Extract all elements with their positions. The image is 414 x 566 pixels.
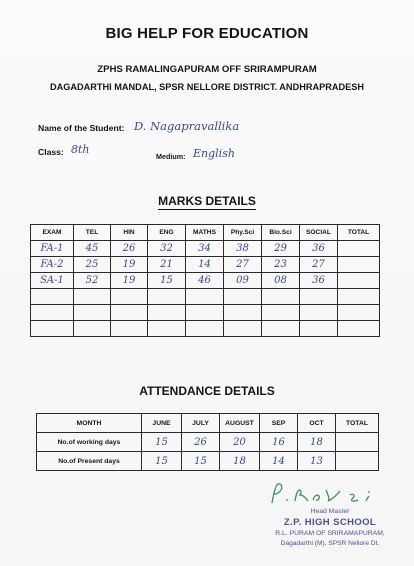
table-row [31, 289, 380, 305]
marks-cell: 45 [74, 241, 111, 257]
marks-cell [338, 273, 380, 289]
marks-col-header: Phy.Sci [224, 225, 262, 241]
marks-cell [186, 305, 224, 321]
marks-col-header: HIN [111, 225, 148, 241]
table-row [31, 321, 380, 337]
marks-cell [262, 289, 300, 305]
marks-cell: 27 [224, 257, 262, 273]
marks-cell: 32 [148, 241, 186, 257]
marks-cell [262, 305, 300, 321]
marks-cell [338, 241, 380, 257]
marks-cell: 09 [224, 273, 262, 289]
attendance-col-header: SEP [260, 414, 298, 433]
attendance-cell: 16 [260, 433, 298, 452]
marks-cell [148, 289, 186, 305]
marks-cell [338, 305, 380, 321]
table-row [37, 433, 379, 452]
stamp-designation: Head Master [310, 508, 350, 515]
marks-cell: 52 [74, 273, 111, 289]
marks-cell [111, 305, 148, 321]
attendance-col-header: AUGUST [220, 414, 260, 433]
marks-cell: 29 [262, 241, 300, 257]
attendance-cell: 18 [298, 433, 336, 452]
attendance-cell [336, 452, 379, 471]
marks-cell [111, 289, 148, 305]
attendance-section-title: ATTENDANCE DETAILS [139, 384, 275, 398]
table-row [31, 257, 380, 273]
marks-cell: 26 [111, 241, 148, 257]
medium-value: English [193, 147, 235, 160]
attendance-row-label: No.of Present days [37, 452, 142, 471]
page-title: BIG HELP FOR EDUCATION [105, 25, 309, 42]
table-row [31, 241, 380, 257]
marks-cell [224, 321, 262, 337]
marks-table [30, 224, 380, 337]
marks-cell: 34 [186, 241, 224, 257]
marks-cell: 21 [148, 257, 186, 273]
school-name: ZPHS RAMALINGAPURAM OFF SRIRAMPURAM [97, 64, 317, 75]
table-row [31, 273, 380, 289]
stamp-school-name: Z.P. HIGH SCHOOL [283, 517, 377, 528]
marks-col-header: EXAM [31, 225, 74, 241]
marks-cell [31, 321, 74, 337]
attendance-col-header: OCT [298, 414, 336, 433]
marks-cell: 15 [148, 273, 186, 289]
attendance-col-header: TOTAL [336, 414, 379, 433]
attendance-cell: 15 [182, 452, 220, 471]
marks-cell [74, 289, 111, 305]
attendance-col-header: JULY [182, 414, 220, 433]
attendance-cell: 20 [220, 433, 260, 452]
marks-section-title-text: MARKS DETAILS [158, 194, 256, 208]
marks-col-header: ENG [148, 225, 186, 241]
marks-cell [224, 289, 262, 305]
attendance-cell: 26 [182, 433, 220, 452]
marks-cell: FA-2 [31, 257, 74, 273]
marks-cell: 36 [300, 241, 338, 257]
attendance-row-label: No.of working days [37, 433, 142, 452]
table-row [31, 305, 380, 321]
marks-cell [31, 289, 74, 305]
marks-cell: SA-1 [31, 273, 74, 289]
marks-cell: FA-1 [31, 241, 74, 257]
marks-col-header: TOTAL [338, 225, 380, 241]
marks-cell [338, 257, 380, 273]
class-value: 8th [71, 143, 90, 156]
marks-cell: 14 [186, 257, 224, 273]
student-name-label: Name of the Student: [38, 123, 125, 133]
marks-cell [262, 321, 300, 337]
marks-cell [300, 305, 338, 321]
attendance-cell: 15 [142, 452, 182, 471]
marks-cell: 19 [111, 273, 148, 289]
attendance-col-header: JUNE [142, 414, 182, 433]
marks-cell: 25 [74, 257, 111, 273]
marks-cell: 36 [300, 273, 338, 289]
marks-col-header: Bio.Sci [262, 225, 300, 241]
marks-cell [300, 289, 338, 305]
marks-col-header: MATHS [186, 225, 224, 241]
marks-cell [338, 321, 380, 337]
marks-cell: 08 [262, 273, 300, 289]
marks-cell [74, 305, 111, 321]
marks-cell: 23 [262, 257, 300, 273]
student-name-value: D. Nagapravallika [134, 119, 240, 133]
marks-cell: 46 [186, 273, 224, 289]
marks-cell [111, 321, 148, 337]
stamp-school-place: R.L. PURAM OF SRIRAMAPURAM, [275, 530, 385, 537]
marks-cell [148, 321, 186, 337]
attendance-cell: 13 [298, 452, 336, 471]
attendance-header-row [37, 414, 379, 433]
marks-cell: 19 [111, 257, 148, 273]
marks-col-header: TEL [74, 225, 111, 241]
marks-cell [300, 321, 338, 337]
marks-cell: 27 [300, 257, 338, 273]
stamp-school-district: Dagadarthi (M), SPSR Nellore Dt. [280, 540, 380, 547]
marks-cell [186, 321, 224, 337]
marks-header-row [31, 225, 380, 241]
attendance-cell [336, 433, 379, 452]
marks-cell: 38 [224, 241, 262, 257]
medium-label: Medium: [156, 152, 186, 161]
marks-cell [186, 289, 224, 305]
attendance-cell: 15 [142, 433, 182, 452]
marks-cell [338, 289, 380, 305]
marks-cell [74, 321, 111, 337]
marks-cell [148, 305, 186, 321]
marks-section-title [0, 194, 414, 208]
attendance-cell: 18 [220, 452, 260, 471]
marks-cell [31, 305, 74, 321]
attendance-cell: 14 [260, 452, 298, 471]
class-label: Class: [38, 147, 64, 157]
marks-col-header: SOCIAL [300, 225, 338, 241]
head-master-signature [268, 481, 388, 507]
school-address: DAGADARTHI MANDAL, SPSR NELLORE DISTRICT. ANDHRAPRADESH [49, 82, 365, 92]
attendance-col-header: MONTH [37, 414, 142, 433]
marks-cell [224, 305, 262, 321]
table-row [37, 452, 379, 471]
attendance-table [36, 413, 379, 471]
